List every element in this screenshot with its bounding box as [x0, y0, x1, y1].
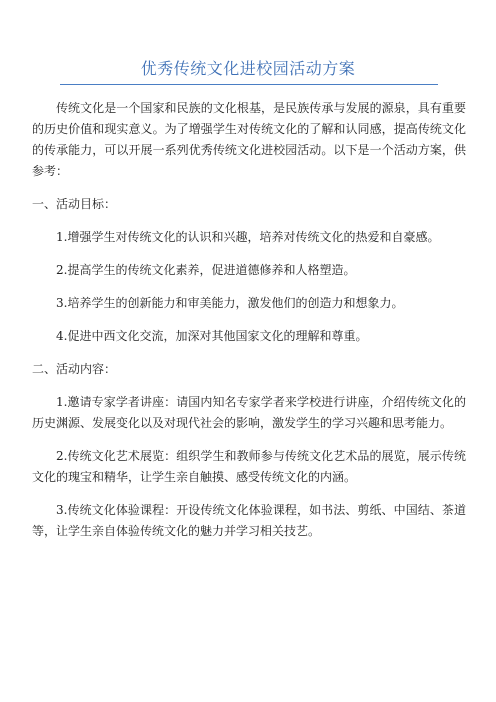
content-item-3: 3.传统文化体验课程：开设传统文化体验课程，如书法、剪纸、中国结、茶道等，让学生亲自体验传统文化的魅力并学习相关技艺。 — [32, 503, 466, 538]
content-item-1: 1.邀请专家学者讲座：请国内知名专家学者来学校进行讲座，介绍传统文化的历史渊源、发展变化以及对现代社会的影响，激发学生的学习兴趣和思考能力。 — [32, 395, 466, 430]
intro-paragraph: 传统文化是一个国家和民族的文化根基，是民族传承与发展的源泉，具有重要的历史价值和现实意义。为了增强学生对传统文化的了解和认同感，提高传统文化的传承能力，可以开展一系列优秀传统文化进校园活动。以下是一个活动方案，供参考： — [32, 101, 466, 178]
title-underline — [60, 84, 438, 85]
goal-item-2: 2.提高学生的传统文化素养，促进道德修养和人格塑造。 — [56, 263, 356, 277]
document-body — [32, 98, 466, 542]
goal-item-4: 4.促进中西文化交流，加深对其他国家文化的理解和尊重。 — [56, 329, 368, 343]
goal-item-1: 1.增强学生对传统文化的认识和兴趣，培养对传统文化的热爱和自豪感。 — [56, 230, 440, 244]
section-heading-goals: 一、活动目标： — [32, 197, 117, 211]
content-item-2: 2.传统文化艺术展览：组织学生和教师参与传统文化艺术品的展览，展示传统文化的瑰宝和精华，让学生亲自触摸、感受传统文化的内涵。 — [32, 449, 466, 484]
goal-item-3: 3.培养学生的创新能力和审美能力，激发他们的创造力和想象力。 — [56, 296, 404, 310]
section-heading-content: 二、活动内容： — [32, 362, 117, 376]
document-title: 优秀传统文化进校园活动方案 — [140, 59, 356, 78]
